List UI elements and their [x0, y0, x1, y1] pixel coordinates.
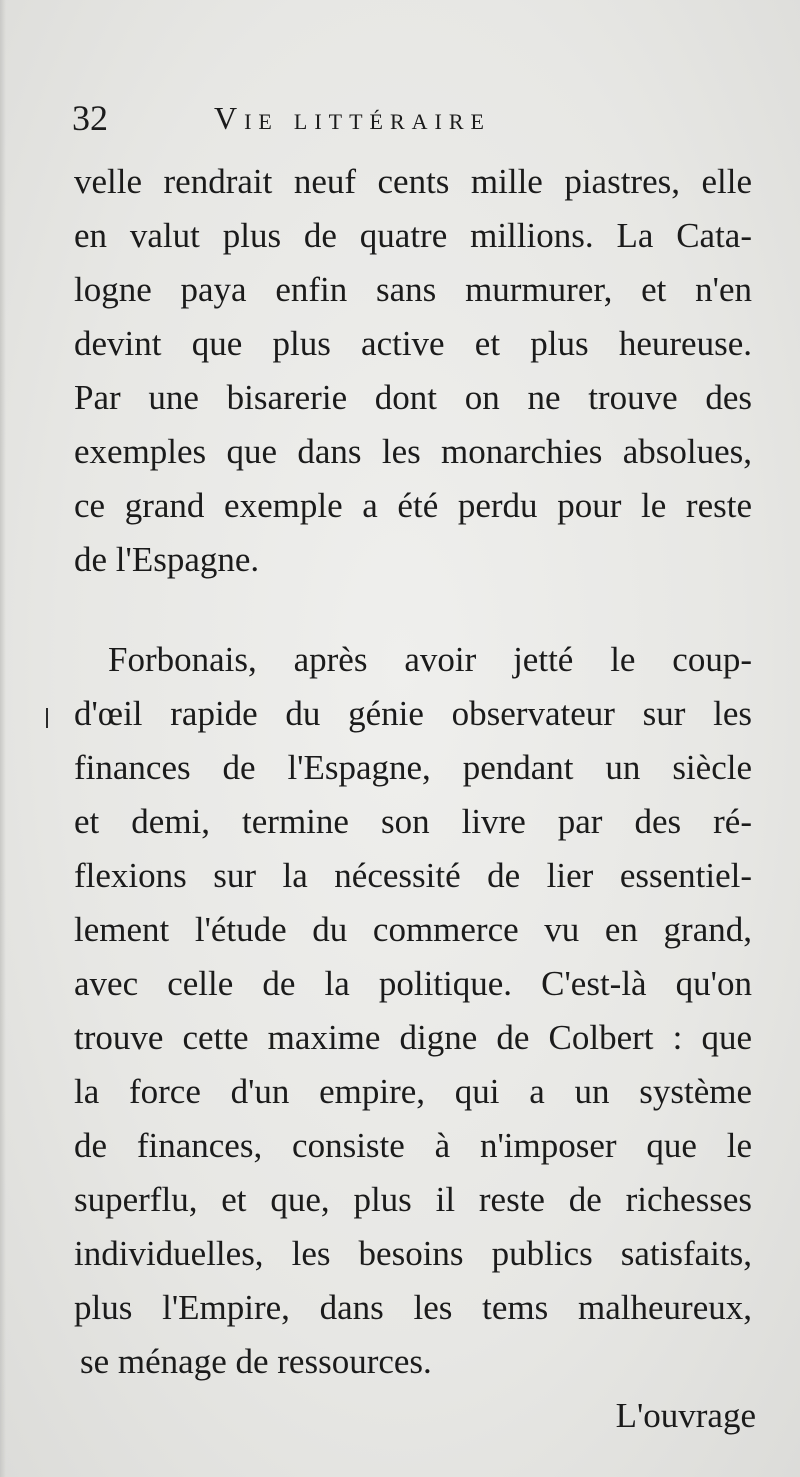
text-line: logne paya enfin sans murmurer, et n'en	[74, 270, 752, 309]
text-line: devint que plus active et plus heureuse.	[74, 324, 752, 363]
text-line: se ménage de ressources.	[80, 1342, 432, 1381]
text-line: plus l'Empire, dans les tems malheureux,	[74, 1288, 752, 1327]
page-header	[72, 96, 632, 140]
text-line: velle rendrait neuf cents mille piastres, elle	[74, 162, 752, 201]
text-line: d'œil rapide du génie observateur sur les	[74, 694, 752, 733]
text-line: et demi, termine son livre par des ré-	[74, 802, 752, 841]
catchword: L'ouvrage	[615, 1396, 756, 1435]
text-line: individuelles, les besoins publics satisfaits,	[74, 1234, 752, 1273]
text-line: finances de l'Espagne, pendant un siècle	[74, 748, 752, 787]
text-line: ce grand exemple a été perdu pour le reste	[74, 486, 752, 525]
text-line: trouve cette maxime digne de Colbert : que	[74, 1018, 752, 1057]
text-line: de l'Espagne.	[74, 540, 260, 579]
text-line: la force d'un empire, qui a un système	[74, 1072, 752, 1111]
text-line: en valut plus de quatre millions. La Cata-	[74, 216, 752, 255]
margin-mark	[46, 708, 48, 728]
running-head: Vie littéraire	[214, 100, 491, 136]
text-line: superflu, et que, plus il reste de richesses	[74, 1180, 752, 1219]
text-line: Forbonais, après avoir jetté le coup-	[108, 640, 752, 679]
text-line: Par une bisarerie dont on ne trouve des	[74, 378, 752, 417]
text-line: flexions sur la nécessité de lier essentiel-	[74, 856, 752, 895]
text-line: de finances, consiste à n'imposer que le	[74, 1126, 752, 1165]
page-number: 32	[72, 98, 108, 138]
text-line: exemples que dans les monarchies absolues,	[74, 432, 752, 471]
text-line: lement l'étude du commerce vu en grand,	[74, 910, 752, 949]
text-line: avec celle de la politique. C'est-là qu'on	[74, 964, 752, 1003]
page-edge-shadow	[0, 0, 6, 1477]
